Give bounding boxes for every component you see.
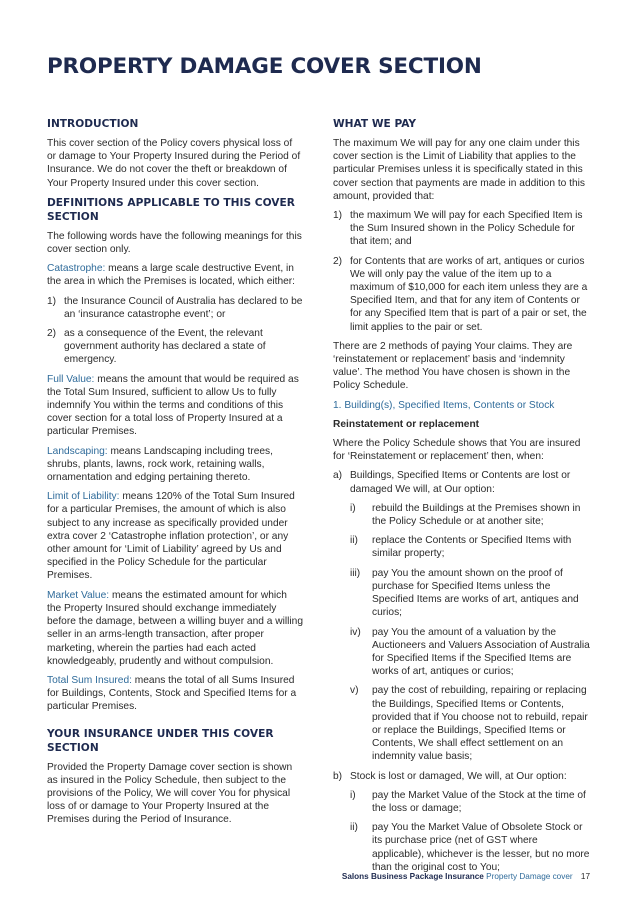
- list-item-text: Buildings, Specified Items or Contents are lost or damaged We will, at Our option:: [350, 470, 571, 495]
- page-footer: [342, 872, 590, 881]
- introduction-heading: INTRODUCTION: [47, 118, 139, 130]
- definition-term: Limit of Liability:: [47, 491, 120, 503]
- list-item-text: pay You the amount shown on the proof of purchase for Specified Items unless the Specified Items are works of art, antiques and curios;: [372, 567, 579, 619]
- list-marker: 2): [47, 328, 57, 340]
- sublist-a: [333, 502, 591, 764]
- list-marker: 2): [333, 255, 343, 267]
- list-item: [47, 295, 303, 321]
- list-item-a: [333, 469, 591, 495]
- sublist-item: [350, 567, 591, 620]
- list-item-text: pay the cost of rebuilding, repairing or replacing the Buildings, Specified Items or Contents, provided that if You choose not to rebuild, repair or replace the Buildings, Specified Items or Contents, We shall effect settlement on an indemnity value basis;: [372, 685, 588, 763]
- list-item-text: the Insurance Council of Australia has declared to be an ‘insurance catastrophe event’; or: [64, 295, 303, 320]
- list-marker: 1): [333, 210, 343, 222]
- sublist-item: [350, 684, 591, 763]
- sublist-item: [350, 789, 591, 815]
- right-column: [333, 117, 591, 880]
- definition-term: Landscaping:: [47, 445, 108, 457]
- page-number: 17: [580, 872, 590, 881]
- list-item-b: [333, 770, 591, 783]
- what-we-pay-list: [333, 209, 591, 334]
- your-insurance-text: Provided the Property Damage cover section is shown as insured in the Policy Schedule, then subject to the provisions of the Policy, We will cover You for physical loss of or damage to Your Property Insured at the Premises during the Period of Insurance.: [47, 761, 293, 826]
- sublist-item: [350, 821, 591, 874]
- definitions-intro: The following words have the following meanings for this cover section only.: [47, 230, 302, 256]
- what-we-pay-heading: WHAT WE PAY: [333, 118, 417, 130]
- your-insurance-heading: YOUR INSURANCE UNDER THIS COVER SECTION: [47, 727, 274, 754]
- list-item-text: replace the Contents or Specified Items with similar property;: [372, 535, 572, 560]
- list-item-text: rebuild the Buildings at the Premises shown in the Policy Schedule or at another site;: [372, 502, 581, 528]
- definition-landscaping: [47, 445, 303, 485]
- list-item: [47, 327, 303, 367]
- definition-limit-of-liability: [47, 490, 303, 582]
- sublist-item: [350, 502, 591, 528]
- definition-total-sum-insured: [47, 674, 303, 714]
- definition-term: Full Value:: [47, 373, 95, 385]
- definition-text: means Landscaping including trees, shrubs, plants, lawns, rock work, retaining walls, ornamentation and edging pertaining thereto.: [47, 445, 273, 484]
- definition-term: Catastrophe:: [47, 263, 106, 275]
- list-marker: ii): [350, 535, 358, 547]
- sublist-item: [350, 626, 591, 679]
- footer-brand: Salons Business Package Insurance: [341, 872, 484, 881]
- definitions-heading: DEFINITIONS APPLICABLE TO THIS COVER SECTION: [47, 196, 295, 223]
- list-marker: v): [350, 685, 359, 697]
- list-item-text: pay You the Market Value of Obsolete Stock or its purchase price (net of GST where applicable), whichever is the lesser, but no more than the original cost to You;: [372, 822, 590, 873]
- definition-term: Total Sum Insured:: [47, 674, 132, 686]
- definition-text: means the estimated amount for which the Property Insured should exchange immediately before the damage, between a willing buyer and a willing seller in an arms-length transaction, after proper marketing, wherein the parties had each acted knowledgeably, prudently and without compulsion.: [47, 589, 303, 667]
- list-item-text: pay the Market Value of the Stock at the time of the loss or damage;: [372, 789, 586, 814]
- list-item-text: for Contents that are works of art, antiques or curios We will only pay the value of the item up to a maximum of $10,000 for each item unless they are a Specified Item, and that for any item of Contents or for any Specified Item that is part of a pair or set, the limit applies to the pair or set.: [350, 255, 588, 333]
- definition-text: means the total of all Sums Insured for Buildings, Contents, Stock and Specified Items for a particular Premises.: [47, 674, 297, 713]
- list-marker: iii): [350, 567, 361, 579]
- definition-full-value: [47, 373, 303, 439]
- list-marker: iv): [350, 626, 361, 638]
- introduction-text: This cover section of the Policy covers physical loss of or damage to Your Property Insured during the Period of Insurance. We do not cover the theft or breakdown of Your Property Insured under this cover section.: [47, 138, 301, 189]
- list-item-text: the maximum We will pay for each Specified Item is the Sum Insured shown in the Policy Schedule for that item; and: [350, 210, 583, 248]
- sublist-item: [350, 534, 591, 560]
- definition-catastrophe: [47, 262, 303, 288]
- definition-text: means 120% of the Total Sum Insured for a particular Premises, the amount of which is also subject to any increase as specifically provided under extra cover 2 ‘Catastrophe inflation protection’, or any other amount for ‘Limit of Liability’ agreed by Us and specified in the Policy Schedule for the particular Premises.: [47, 491, 295, 582]
- definition-term: Market Value:: [47, 589, 110, 601]
- page-title: PROPERTY DAMAGE COVER SECTION: [47, 54, 482, 79]
- sublist-b: [333, 789, 591, 874]
- list-marker: i): [350, 789, 356, 801]
- list-item-text: as a consequence of the Event, the relevant government authority has declared a state of emergency.: [64, 328, 266, 366]
- list-item-text: pay You the amount of a valuation by the Auctioneers and Valuers Association of Australia for Specified Items if the Specified Items are works of art, antiques or curios;: [372, 626, 590, 678]
- list-marker: b): [333, 770, 343, 782]
- definition-market-value: [47, 589, 303, 668]
- reinstatement-text: Where the Policy Schedule shows that You are insured for ‘Reinstatement or replacement’ then, when:: [333, 438, 581, 463]
- definition-text: means a large scale destructive Event, in the area in which the Premises is located, which either:: [47, 263, 296, 288]
- subsection-heading: 1. Building(s), Specified Items, Contents or Stock: [333, 399, 555, 411]
- catastrophe-list: [47, 295, 303, 367]
- list-marker: 1): [47, 295, 57, 307]
- list-marker: ii): [350, 822, 358, 834]
- list-marker: i): [350, 502, 356, 514]
- list-marker: a): [333, 470, 343, 482]
- list-item: [333, 255, 591, 334]
- reinstatement-heading: Reinstatement or replacement: [333, 418, 480, 430]
- definition-text: means the amount that would be required as the Total Sum Insured, sufficient to allow Us to fully indemnify You within the terms and conditions of this cover section for a total loss of Property Insured at a particular Premises.: [47, 373, 299, 438]
- payment-methods-text: There are 2 methods of paying Your claims. They are ‘reinstatement or replacement’ basis and ‘indemnity value’. The method You have chosen is shown in the Policy Schedule.: [333, 340, 573, 392]
- left-column: [47, 117, 303, 833]
- what-we-pay-text: The maximum We will pay for any one claim under this cover section is the Limit of Liability that applies to the particular Premises unless it is specifically stated in this cover section that payments are made in addition to this amount, provided that:: [333, 138, 585, 202]
- footer-section: Property Damage cover: [486, 872, 573, 881]
- list-item: [333, 209, 591, 249]
- list-item-text: Stock is lost or damaged, We will, at Our option:: [350, 770, 567, 782]
